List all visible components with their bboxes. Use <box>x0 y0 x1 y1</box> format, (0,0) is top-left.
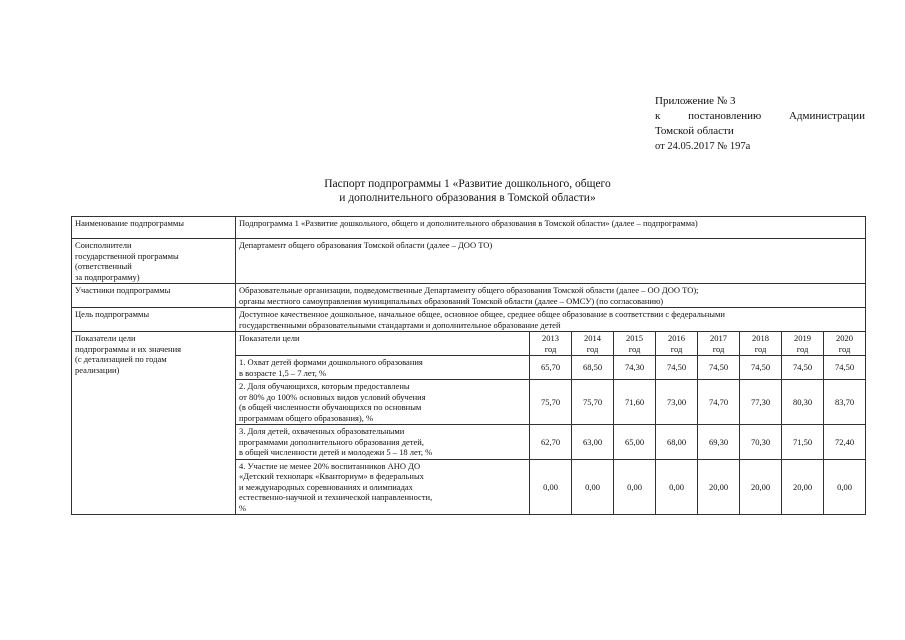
document-title <box>70 177 865 205</box>
year-value: 2016 <box>668 333 685 343</box>
passport-table <box>71 216 866 515</box>
indicator-text <box>236 425 530 460</box>
indicator-value: 74,50 <box>824 356 866 380</box>
indicator-text-line: от 80% до 100% основных видов условий обучения <box>239 391 426 402</box>
indicator-value: 0,00 <box>656 459 698 514</box>
indicator-value: 74,30 <box>614 356 656 380</box>
appendix-date: от 24.05.2017 № 197а <box>655 141 751 152</box>
year-header <box>656 332 698 356</box>
goal-line: Доступное качественное дошкольное, начальное общее, основное общее, среднее общее образование в соответствии с федеральными <box>239 309 725 319</box>
indicator-row <box>236 356 865 380</box>
year-unit: год <box>754 343 767 354</box>
year-value: 2015 <box>626 333 643 343</box>
indicators-header-row <box>236 332 865 356</box>
appendix-block <box>655 94 865 154</box>
year-unit: год <box>670 343 683 354</box>
appendix-title: Приложение № 3 <box>655 95 736 107</box>
indicator-row <box>236 459 865 514</box>
participants-line: Образовательные организации, подведомственные Департаменту общего образования Томской области (далее – ОО ДОО ТО); <box>239 285 699 295</box>
year-value: 2020 <box>836 333 853 343</box>
goal-value <box>236 308 866 332</box>
year-unit: год <box>586 343 599 354</box>
title-line-1: Паспорт подпрограммы 1 «Развитие дошкольного, общего <box>324 178 611 190</box>
coexec-label <box>72 239 236 284</box>
goal-line: государственными образовательными стандартами и дополнительное образование детей <box>239 319 561 330</box>
indicator-value: 0,00 <box>614 459 656 514</box>
indicator-text-line: в общей численности детей и молодежи 5 – 18 лет, % <box>239 447 433 457</box>
indicator-text-line: естественно-научной и технической направленности, <box>239 492 433 502</box>
indicator-value: 68,50 <box>572 356 614 380</box>
participants-line: органы местного самоуправления муниципальных образований Томской области (далее – ОМСУ) (по согласованию) <box>239 295 664 306</box>
name-value: Подпрограмма 1 «Развитие дошкольного, общего и дополнительного образования в Томской области» (далее – подпрограмма) <box>236 217 866 239</box>
indicator-value: 0,00 <box>572 459 614 514</box>
indicator-text-line: 1. Охват детей формами дошкольного образования <box>239 357 423 367</box>
indicator-text-line: «Детский технопарк «Кванториум» в федеральных <box>239 471 424 481</box>
indicator-value: 75,70 <box>572 380 614 425</box>
indicator-value: 77,30 <box>740 380 782 425</box>
title-line-2: и дополнительного образования в Томской области» <box>339 192 596 204</box>
appendix-administration: Администрации <box>788 110 865 122</box>
coexec-label-line: за подпрограмму) <box>75 271 140 282</box>
appendix-resolution-line <box>655 109 865 124</box>
indicator-row <box>236 380 865 425</box>
indicator-text-line: программам общего образования), % <box>239 412 374 423</box>
appendix-region: Томской области <box>655 125 734 137</box>
indicator-value: 74,50 <box>656 356 698 380</box>
year-value: 2014 <box>584 333 601 343</box>
goal-label: Цель подпрограммы <box>72 308 236 332</box>
indicator-text-line: 3. Доля детей, охваченных образовательными <box>239 426 405 436</box>
coexec-label-line: Соисполнители <box>75 240 132 250</box>
indicator-text <box>236 380 530 425</box>
indicator-value: 74,50 <box>740 356 782 380</box>
indicators-header: Показатели цели <box>239 333 300 343</box>
indicator-text-line: 2. Доля обучающихся, которым предоставлены <box>239 381 410 391</box>
indicator-value: 20,00 <box>698 459 740 514</box>
year-header <box>740 332 782 356</box>
indicators-label-line: подпрограммы и их значения <box>75 343 182 354</box>
indicator-value: 69,30 <box>698 425 740 460</box>
year-unit: год <box>544 343 557 354</box>
indicator-text-line: программами дополнительного образования детей, <box>239 436 424 447</box>
year-unit: год <box>712 343 725 354</box>
indicator-value: 71,50 <box>782 425 824 460</box>
year-unit: год <box>796 343 809 354</box>
indicator-value: 20,00 <box>740 459 782 514</box>
participants-value <box>236 284 866 308</box>
indicator-value: 62,70 <box>530 425 572 460</box>
participants-label: Участники подпрограммы <box>72 284 236 308</box>
indicator-value: 73,00 <box>656 380 698 425</box>
indicator-value: 80,30 <box>782 380 824 425</box>
indicator-row <box>236 425 865 460</box>
row-name <box>72 217 866 239</box>
indicator-value: 65,00 <box>614 425 656 460</box>
indicators-label-line: Показатели цели <box>75 333 136 343</box>
indicator-value: 0,00 <box>530 459 572 514</box>
year-header <box>698 332 740 356</box>
indicator-text <box>236 459 530 514</box>
indicators-label-line: (с детализацией по годам <box>75 354 167 364</box>
row-goal <box>72 308 866 332</box>
indicators-label <box>72 332 236 515</box>
year-header <box>782 332 824 356</box>
indicator-text-line: в возрасте 1,5 – 7 лет, % <box>239 367 327 378</box>
indicators-label-line: реализации) <box>75 364 120 375</box>
coexec-label-line: государственной программы <box>75 250 179 261</box>
indicators-cell <box>236 332 866 515</box>
name-label: Наименование подпрограммы <box>72 217 236 239</box>
indicators-table <box>236 332 865 514</box>
indicator-value: 72,40 <box>824 425 866 460</box>
indicator-value: 0,00 <box>824 459 866 514</box>
indicator-value: 74,50 <box>698 356 740 380</box>
year-header <box>824 332 866 356</box>
year-header <box>572 332 614 356</box>
indicator-value: 83,70 <box>824 380 866 425</box>
indicator-value: 74,50 <box>782 356 824 380</box>
year-value: 2013 <box>542 333 559 343</box>
indicator-value: 70,30 <box>740 425 782 460</box>
indicator-value: 63,00 <box>572 425 614 460</box>
coexec-label-line: (ответственный <box>75 261 132 271</box>
indicator-value: 75,70 <box>530 380 572 425</box>
row-participants <box>72 284 866 308</box>
coexec-value: Департамент общего образования Томской области (далее – ДОО ТО) <box>236 239 866 284</box>
row-indicators <box>72 332 866 515</box>
indicator-text-line: и международных соревнованиях и олимпиадах <box>239 481 413 492</box>
indicator-value: 68,00 <box>656 425 698 460</box>
year-header <box>614 332 656 356</box>
appendix-k: к <box>655 110 661 122</box>
year-value: 2017 <box>710 333 727 343</box>
indicator-text-line: (в общей численности обучающихся по основным <box>239 402 422 412</box>
indicator-value: 20,00 <box>782 459 824 514</box>
indicator-text-line: % <box>239 502 247 513</box>
indicator-value: 74,70 <box>698 380 740 425</box>
year-unit: год <box>838 343 851 354</box>
indicator-value: 71,60 <box>614 380 656 425</box>
year-unit: год <box>628 343 641 354</box>
year-header <box>530 332 572 356</box>
indicator-text <box>236 356 530 380</box>
year-value: 2018 <box>752 333 769 343</box>
year-value: 2019 <box>794 333 811 343</box>
row-coexec <box>72 239 866 284</box>
indicator-text-line: 4. Участие не менее 20% воспитанников АНО ДО <box>239 460 421 471</box>
appendix-resolution: постановлению <box>688 110 762 122</box>
indicator-value: 65,70 <box>530 356 572 380</box>
